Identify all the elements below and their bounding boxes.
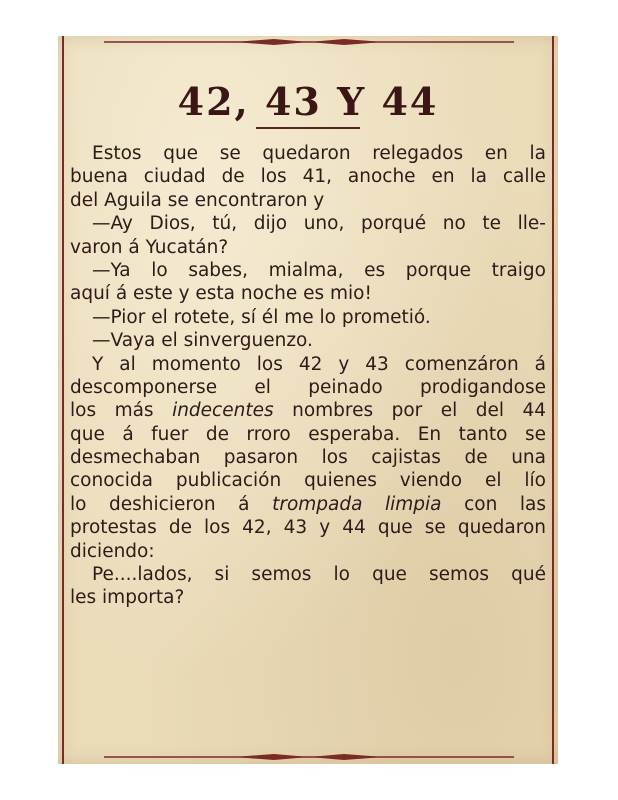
text-segment: con las — [464, 493, 546, 515]
text-line: conocida publicación quienes viendo el lío — [70, 470, 546, 492]
right-border-rule — [552, 36, 554, 764]
text-line: varon á Yucatán? — [70, 236, 229, 258]
text-line: buena ciudad de los 41, anoche en la calle — [70, 166, 546, 188]
text-line: del Aguila se encontraron y — [70, 189, 325, 211]
text-line: —Ya lo sabes, mialma, es porque traigo — [92, 259, 546, 281]
text-line: les importa? — [70, 587, 185, 609]
left-border-rule — [62, 36, 64, 764]
top-ornamental-rule — [104, 38, 514, 46]
text-line: que á fuer de rroro esperaba. En tanto se — [70, 423, 546, 445]
text-segment: lo deshicieron á — [70, 493, 250, 515]
newspaper-clipping — [58, 36, 558, 764]
text-line: —Pior el rotete, sí él me lo prometió. — [92, 306, 431, 328]
bottom-ornamental-rule — [104, 753, 514, 761]
text-segment: los más — [70, 400, 154, 422]
text-line: desmechaban pasaron los cajistas de una — [70, 447, 546, 469]
text-line — [70, 493, 546, 516]
text-line: —Vaya el sinverguenzo. — [92, 330, 313, 352]
title-underline — [256, 127, 360, 129]
text-line: descomponerse el peinado prodigandose — [70, 376, 546, 398]
text-line: —Ay Dios, tú, dijo uno, porqué no te lle- — [92, 213, 546, 235]
italic-text-segment: trompada limpia — [272, 493, 442, 515]
text-line: Pe....lados, si semos lo que semos qué — [92, 564, 546, 586]
text-line: diciendo: — [70, 540, 155, 562]
text-line — [70, 399, 546, 422]
article-title: 42, 43 Y 44 — [177, 79, 439, 124]
text-line: aquí á este y esta noche es mio! — [70, 283, 372, 305]
italic-text-segment: indecentes — [172, 400, 274, 422]
text-line: Estos que se quedaron relegados en la — [92, 143, 546, 164]
text-line: protestas de los 42, 43 y 44 que se quedaron — [70, 517, 546, 539]
text-segment: nombres por el del 44 — [292, 400, 546, 422]
text-line: Y al momento los 42 y 43 comenzáron á — [92, 353, 546, 375]
article-body — [70, 142, 546, 610]
